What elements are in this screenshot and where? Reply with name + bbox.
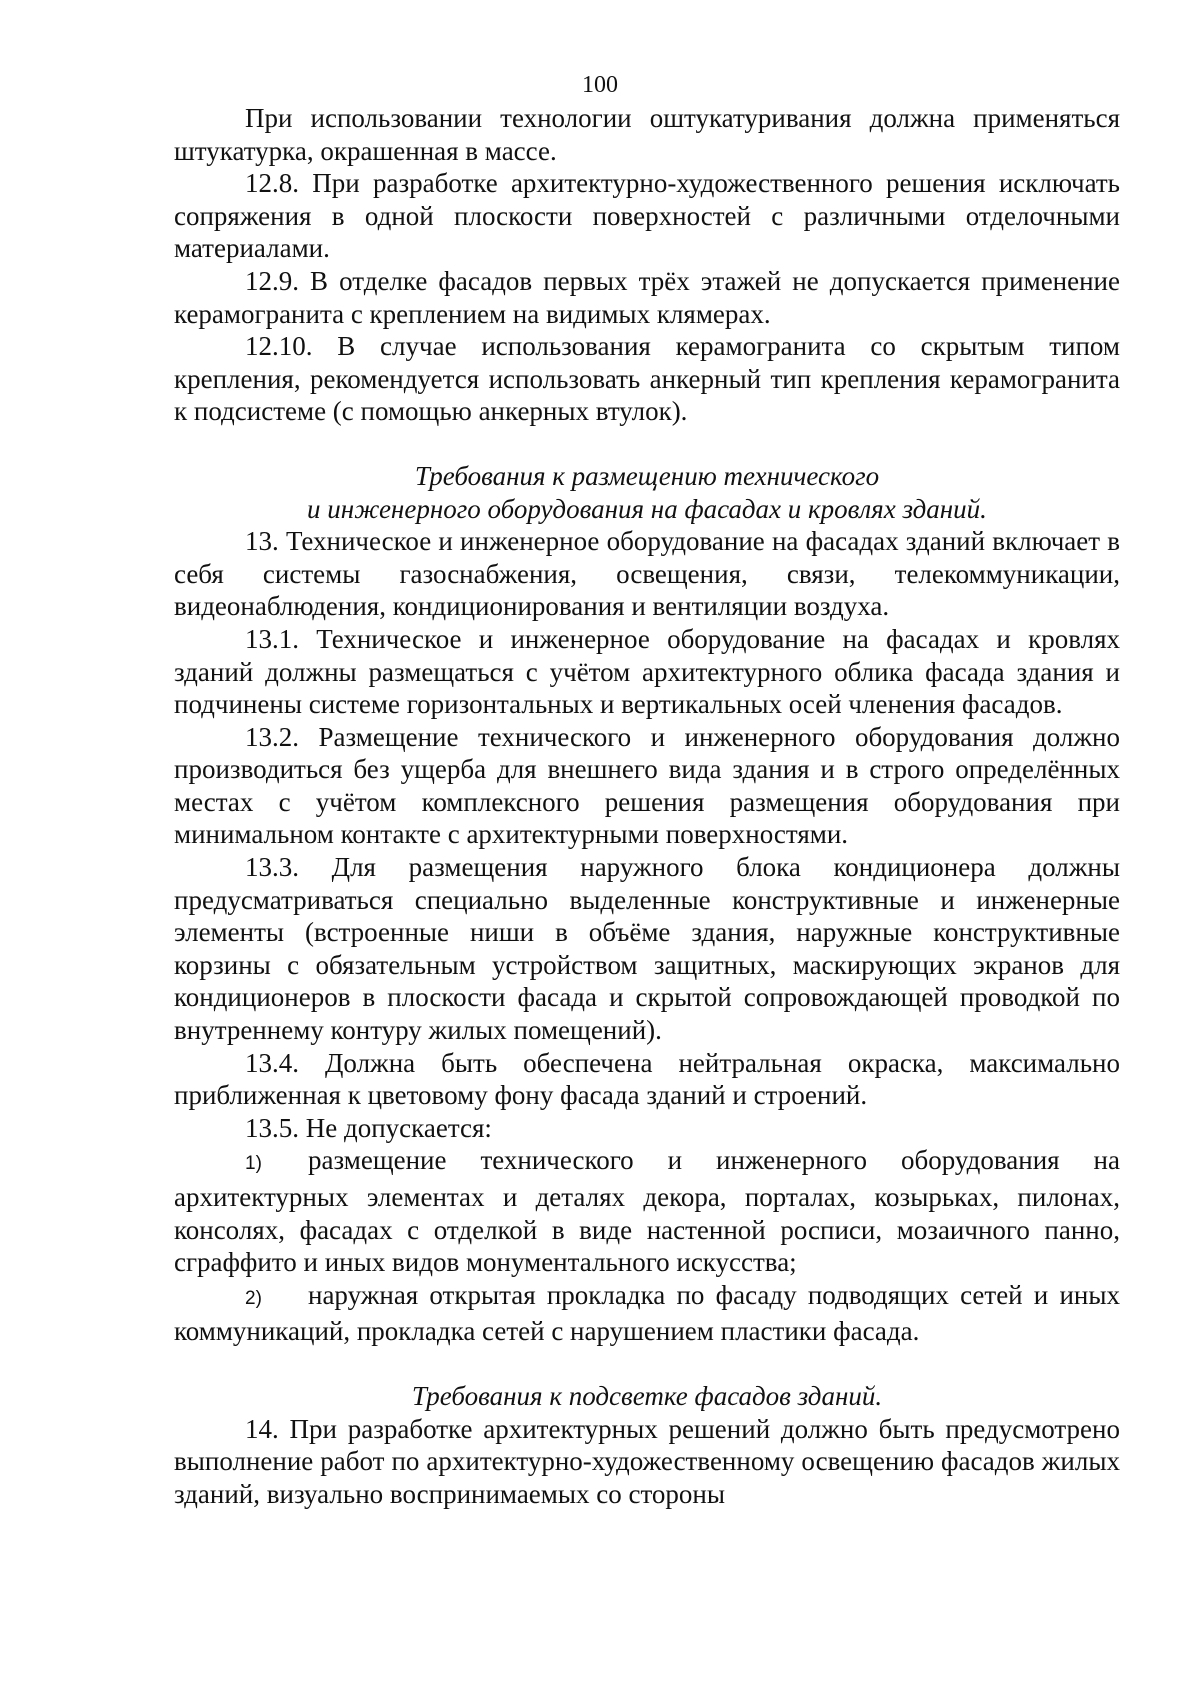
- paragraph-13-3: 13.3. Для размещения наружного блока кондиционера должны предусматриваться специально выделенные конструктивные и инженерные элементы (встроенные ниши в объёме здания, наружные конструктивные корзины с обязательным устройством защитных, маскирующих экранов для кондиционеров в плоскости фасада и скрытой сопровождающей проводкой по внутреннему контуру жилых помещений).: [174, 852, 1120, 1046]
- paragraph-12-10: 12.10. В случае использования керамогранита со скрытым типом крепления, рекомендуется использовать анкерный тип крепления керамогранита к подсистеме (с помощью анкерных втулок).: [174, 331, 1120, 427]
- list-item-text: наружная открытая прокладка по фасаду подводящих сетей и иных коммуникаций, прокладка сетей с нарушением пластики фасада.: [174, 1279, 1120, 1347]
- paragraph-13-5: 13.5. Не допускается:: [245, 1112, 492, 1143]
- page-number: 100: [582, 72, 618, 98]
- paragraph-12-9: 12.9. В отделке фасадов первых трёх этажей не допускается применение керамогранита с креплением на видимых клямерах.: [174, 265, 1120, 329]
- list-item: [174, 1279, 1120, 1348]
- paragraph-12-8: 12.8. При разработке архитектурно-художественного решения исключать сопряжения в одной плоскости поверхностей с различными отделочными материалами.: [174, 168, 1120, 264]
- spacer: [174, 428, 1120, 460]
- list-item-number: 2): [245, 1287, 262, 1309]
- section-heading-lighting: Требования к подсветке фасадов зданий.: [411, 1380, 883, 1411]
- paragraph-plaster: При использовании технологии оштукатуривания должна применяться штукатурка, окрашенная в массе.: [174, 103, 1120, 166]
- paragraph-13-2: 13.2. Размещение технического и инженерного оборудования должно производиться без ущерба для внешнего вида здания и в строго определённых местах с учётом комплексного решения размещения оборудования при минимальном контакте с архитектурными поверхностями.: [174, 721, 1120, 850]
- list-item-text: размещение технического и инженерного оборудования на архитектурных элементах и деталях декора, порталах, козырьках, пилонах, консолях, фасадах с отделкой в виде настенной росписи, мозаичного панно, сграффито и иных видов монументального искусства;: [174, 1145, 1120, 1278]
- list-item-number: 1): [245, 1153, 262, 1175]
- paragraph-13: 13. Техническое и инженерное оборудование на фасадах зданий включает в себя системы газоснабжения, освещения, связи, телекоммуникации, видеонаблюдения, кондиционирования и вентиляции воздуха.: [174, 526, 1120, 622]
- section-heading-equipment-line1: Требования к размещению технического: [414, 460, 880, 491]
- paragraph-13-4: 13.4. Должна быть обеспечена нейтральная окраска, максимально приближенная к цветовому фону фасада зданий и строений.: [174, 1047, 1120, 1111]
- list-item: [174, 1144, 1120, 1278]
- spacer: [174, 1348, 1120, 1380]
- body-text: [174, 102, 1120, 1510]
- paragraph-14: 14. При разработке архитектурных решений должно быть предусмотрено выполнение работ по архитектурно-художественному освещению фасадов жилых зданий, визуально воспринимаемых со стороны: [174, 1413, 1120, 1509]
- section-heading-equipment-line2: и инженерного оборудования на фасадах и кровлях зданий.: [307, 493, 987, 524]
- paragraph-13-1: 13.1. Техническое и инженерное оборудование на фасадах и кровлях зданий должны размещаться с учётом архитектурного облика фасада здания и подчинены системе горизонтальных и вертикальных осей членения фасадов.: [174, 623, 1120, 720]
